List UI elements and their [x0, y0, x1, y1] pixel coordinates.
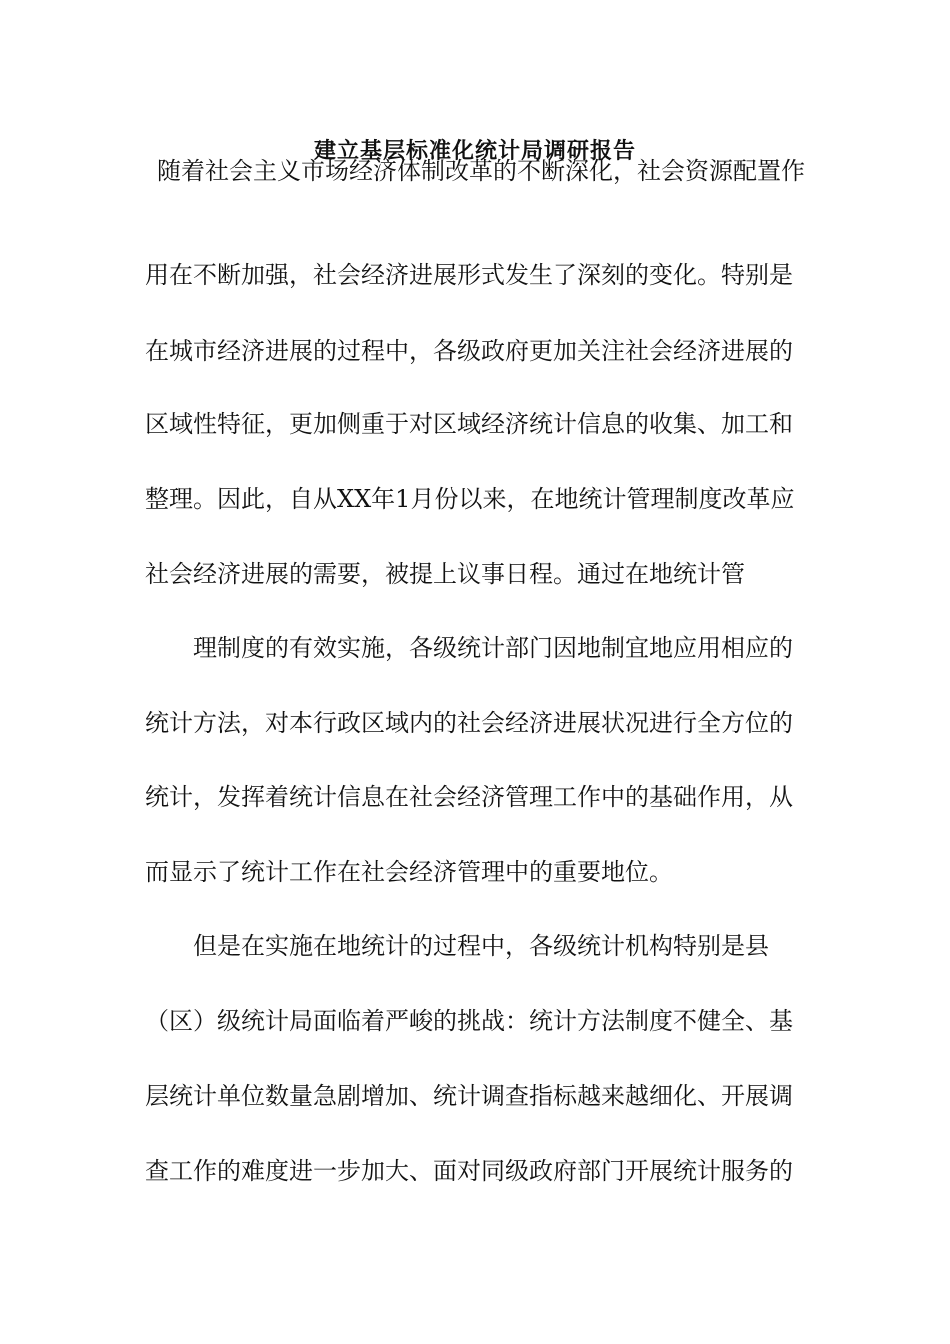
text-line-13: 层统计单位数量急剧增加、统计调查指标越来越细化、开展调 [145, 1082, 793, 1110]
text-line-4: 区域性特征，更加侧重于对区域经济统计信息的收集、加工和 [145, 410, 793, 438]
text-line-8: 统计方法，对本行政区域内的社会经济进展状况进行全方位的 [145, 709, 793, 737]
text-line-11: 但是在实施在地统计的过程中，各级统计机构特别是县 [193, 932, 769, 960]
text-line-7: 理制度的有效实施，各级统计部门因地制宜地应用相应的 [193, 634, 793, 662]
text-line-9: 统计，发挥着统计信息在社会经济管理工作中的基础作用，从 [145, 783, 793, 811]
text-line-1: 随着社会主义市场经济体制改革的不断深化，社会资源配置作 [157, 157, 805, 185]
text-line-6: 社会经济进展的需要，被提上议事日程。通过在地统计管 [145, 560, 745, 588]
text-line-2: 用在不断加强，社会经济进展形式发生了深刻的变化。特别是 [145, 261, 793, 289]
text-line-5: 整理。因此，自从XX年1月份以来，在地统计管理制度改革应 [145, 485, 795, 513]
text-line-10: 而显示了统计工作在社会经济管理中的重要地位。 [145, 858, 673, 886]
document-title: 建立基层标准化统计局调研报告 [313, 139, 636, 164]
text-line-3: 在城市经济进展的过程中，各级政府更加关注社会经济进展的 [145, 337, 793, 365]
text-line-12: （区）级统计局面临着严峻的挑战：统计方法制度不健全、基 [145, 1007, 793, 1035]
text-line-14: 查工作的难度进一步加大、面对同级政府部门开展统计服务的 [145, 1157, 793, 1185]
